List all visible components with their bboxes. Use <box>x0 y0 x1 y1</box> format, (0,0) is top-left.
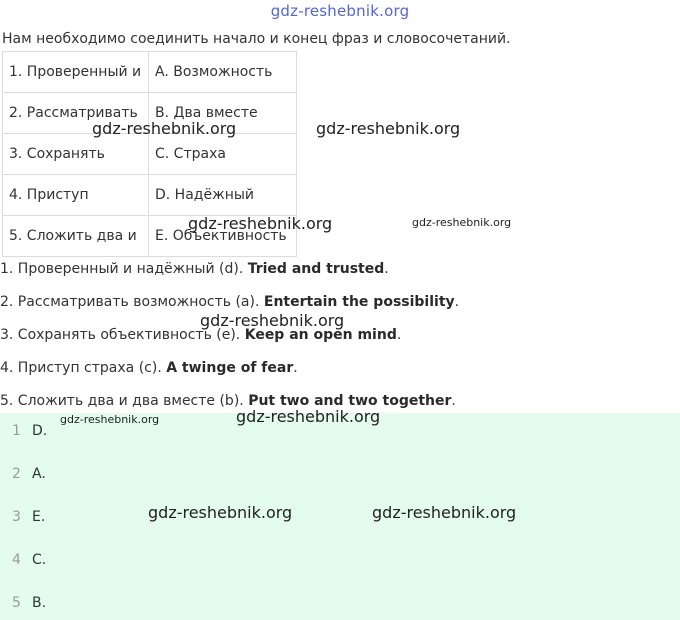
watermark: gdz-reshebnik.org <box>372 503 517 522</box>
answer-en: Tried and trusted <box>247 261 385 277</box>
watermark: gdz-reshebnik.org <box>148 503 293 522</box>
table-cell-left: 4. Приступ <box>3 175 149 216</box>
answer-line-4 <box>0 360 298 376</box>
table-row <box>3 134 297 175</box>
watermark: gdz-reshebnik.org <box>236 407 381 426</box>
task-intro: Нам необходимо соединить начало и конец фраз и словосочетаний. <box>2 31 511 47</box>
watermark: gdz-reshebnik.org <box>316 119 461 138</box>
watermark: gdz-reshebnik.org <box>188 214 333 233</box>
key-number: 4 <box>12 552 21 568</box>
key-value: E. <box>32 509 46 525</box>
key-number: 1 <box>12 423 21 439</box>
answer-end: . <box>451 393 456 409</box>
table-cell-right: E. Объективность <box>149 216 297 257</box>
answer-line-2 <box>0 294 459 310</box>
key-value: C. <box>32 552 47 568</box>
key-value: B. <box>32 595 47 611</box>
answer-end: . <box>396 327 402 343</box>
table-cell-right: B. Два вместе <box>149 93 297 134</box>
table-cell-right: D. Надёжный <box>149 175 297 216</box>
answer-line-5 <box>0 393 456 409</box>
answer-en: Entertain the possibility <box>263 294 455 310</box>
table-cell-left: 1. Проверенный и <box>3 52 149 93</box>
answer-ru: 5. Сложить два и два вместе (b). <box>0 393 249 409</box>
answer-end: . <box>384 261 389 277</box>
watermark: gdz-reshebnik.org <box>412 216 512 229</box>
answer-en: Put two and two together <box>248 393 452 409</box>
table-cell-left: 2. Рассматривать <box>3 93 149 134</box>
answer-end: . <box>293 360 298 376</box>
table-row <box>3 175 297 216</box>
watermark: gdz-reshebnik.org <box>60 413 160 426</box>
header-watermark: gdz-reshebnik.org <box>270 2 410 20</box>
answer-ru: 1. Проверенный и надёжный (d). <box>0 261 248 277</box>
table-row <box>3 52 297 93</box>
table-cell-left: 5. Сложить два и <box>3 216 149 257</box>
answer-ru: 4. Приступ страха (c). <box>0 360 167 376</box>
answer-end: . <box>454 294 460 310</box>
answer-ru: 2. Рассматривать возможность (a). <box>0 294 264 310</box>
key-value: D. <box>32 423 48 439</box>
table-cell-left: 3. Сохранять <box>3 134 149 175</box>
answer-ru: 3. Сохранять объективность (e). <box>0 327 245 343</box>
key-number: 2 <box>12 466 21 482</box>
key-number: 5 <box>12 595 21 611</box>
key-value: A. <box>32 466 46 482</box>
answer-line-1 <box>0 261 389 277</box>
watermark: gdz-reshebnik.org <box>92 119 237 138</box>
key-number: 3 <box>12 509 21 525</box>
answer-en: A twinge of fear <box>166 360 294 376</box>
watermark: gdz-reshebnik.org <box>200 311 345 330</box>
table-cell-right: C. Страха <box>149 134 297 175</box>
answer-key-panel <box>0 413 680 620</box>
table-cell-right: A. Возможность <box>149 52 297 93</box>
answer-en: Keep an open mind <box>244 327 397 343</box>
